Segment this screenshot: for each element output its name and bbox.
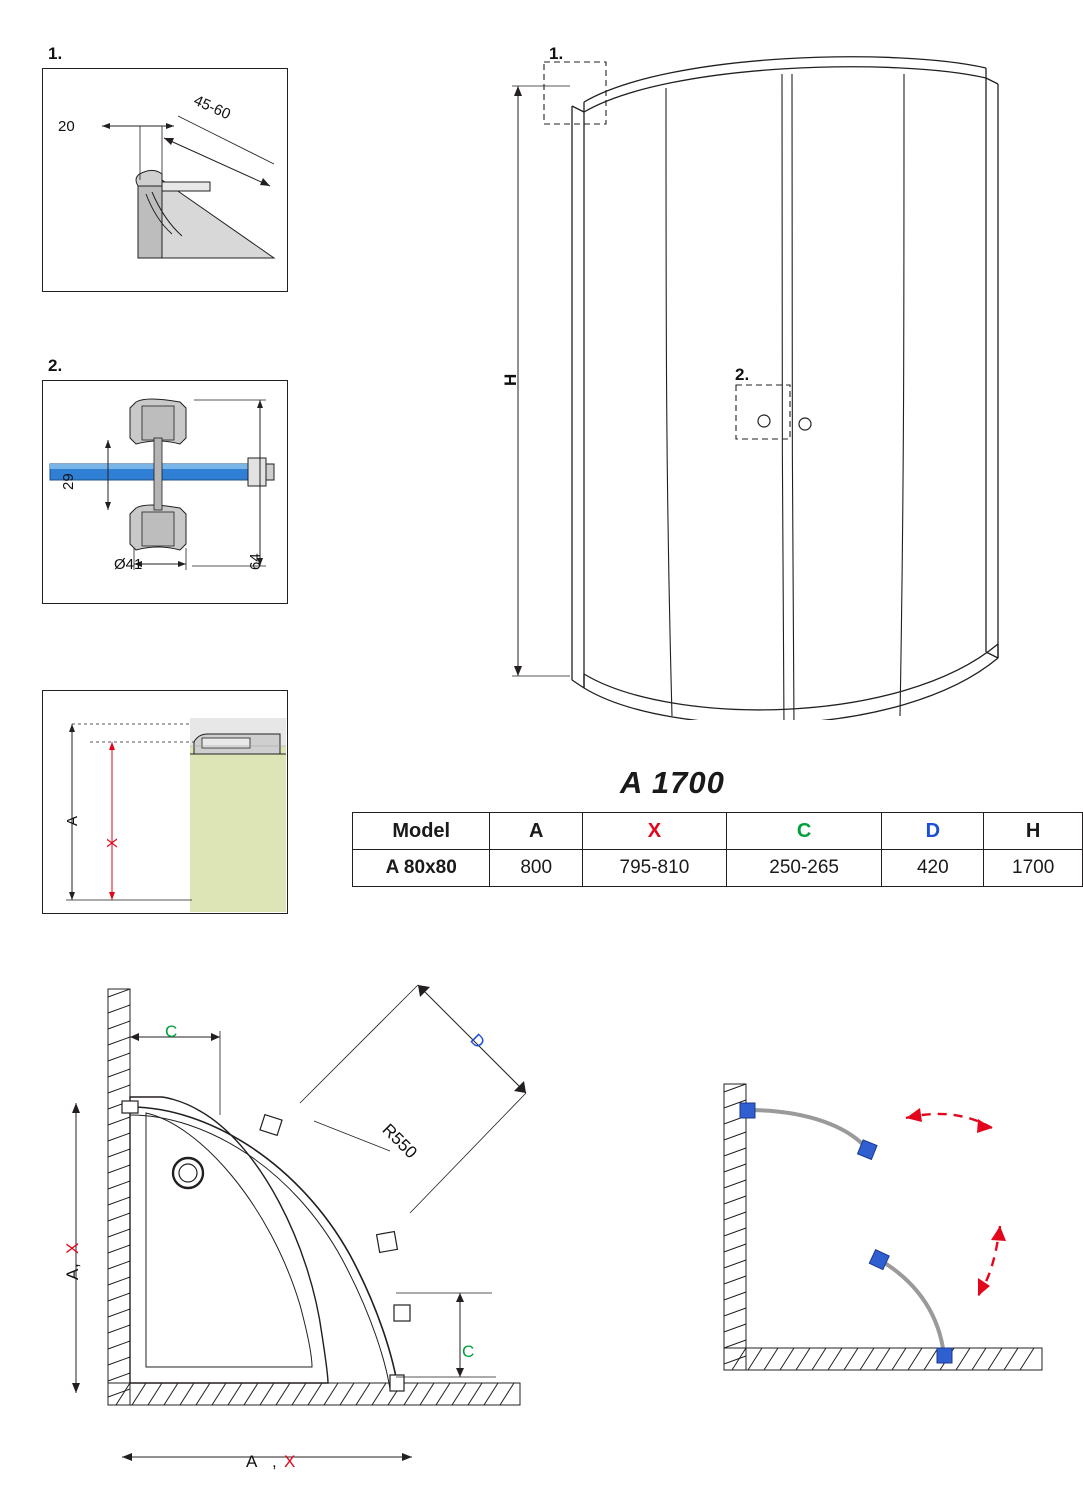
detail-2-dim-29: 29 [60,473,77,490]
plan-label-c-bottom: C [462,1342,475,1361]
plan-label-a-bottom: A [246,1452,258,1471]
plan-label-comma-vertical: , [63,1263,82,1268]
table-header-d: D [882,813,984,850]
plan-label-c-top: C [165,1022,178,1041]
detail-3-label-x: X [104,837,121,848]
detail-2-dim-64: 64 [247,553,264,570]
plan-label-d: D [466,1030,489,1053]
table-header-x: X [582,813,726,850]
table-cell-x: 795-810 [582,850,726,887]
table-header-row [353,813,1083,850]
table-cell-a: 800 [490,850,582,887]
plan-label-comma-bottom: , [272,1452,277,1471]
swing-view-drawing [700,1070,1060,1390]
plan-label-x-bottom: X [284,1452,296,1471]
plan-label-radius: R550 [378,1120,421,1163]
table-cell-d: 420 [882,850,984,887]
plan-view-drawing [60,975,560,1475]
table-row [353,850,1083,887]
table-title: A 1700 [620,765,725,800]
spec-table [352,812,1083,887]
table-cell-h: 1700 [984,850,1083,887]
table-header-h: H [984,813,1083,850]
detail-3-label-a: A [64,815,81,826]
table-header-a: A [490,813,582,850]
plan-label-x-vertical: X [63,1242,82,1254]
detail-2-dim-diameter: Ø41 [114,556,143,573]
main-callout-2: 2. [735,365,750,384]
main-callout-1: 1. [549,44,564,63]
detail-3-drawing [42,690,286,912]
table-cell-c: 250-265 [726,850,881,887]
detail-1-dim-45-60: 45-60 [191,92,234,124]
main-height-label: H [501,373,520,386]
plan-label-a-vertical: A [63,1268,82,1280]
main-enclosure-view [500,40,1060,720]
table-cell-model: A 80x80 [353,850,490,887]
table-header-c: C [726,813,881,850]
table-header-model: Model [353,813,490,850]
detail-2-number: 2. [48,356,63,375]
detail-1-drawing [42,68,286,290]
detail-1-number: 1. [48,44,63,63]
detail-1-dim-20: 20 [58,118,75,135]
